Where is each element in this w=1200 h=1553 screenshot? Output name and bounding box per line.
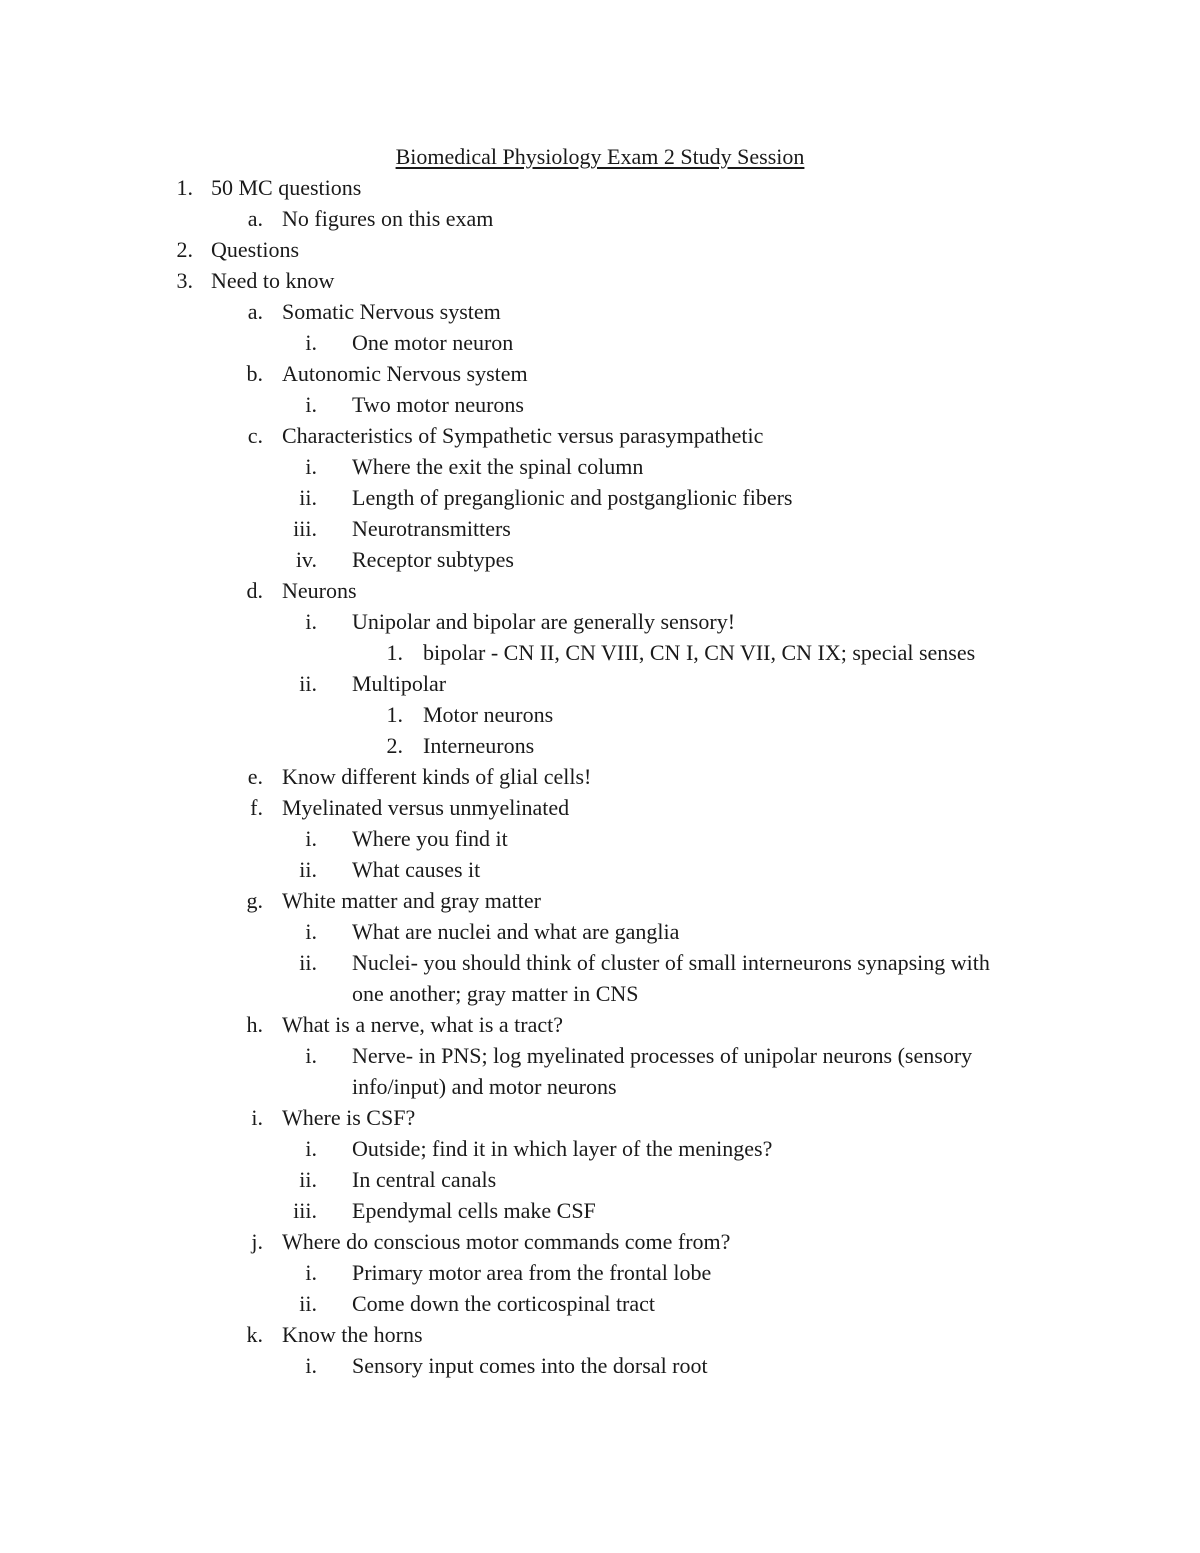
list-item-text: Nuclei- you should think of cluster of small interneurons synapsing with	[352, 950, 990, 975]
outline-item-level-2	[0, 1102, 1200, 1133]
list-item-text: One motor neuron	[352, 330, 514, 355]
list-item-text: Receptor subtypes	[352, 547, 514, 572]
outline-item-level-3	[0, 544, 1200, 575]
list-marker: 1.	[386, 640, 403, 665]
outline-item-level-2	[0, 1009, 1200, 1040]
list-item-text: Sensory input comes into the dorsal root	[352, 1353, 708, 1378]
list-marker: i.	[305, 1043, 317, 1068]
outline-item-level-2	[0, 296, 1200, 327]
list-item-text: Unipolar and bipolar are generally sensory!	[352, 609, 736, 634]
list-item-text: info/input) and motor neurons	[352, 1074, 617, 1099]
list-marker: i.	[305, 392, 317, 417]
list-marker: d.	[246, 578, 263, 603]
list-item-text: Primary motor area from the frontal lobe	[352, 1260, 712, 1285]
list-marker: b.	[246, 361, 263, 386]
list-marker: ii.	[299, 857, 317, 882]
list-item-text: Multipolar	[352, 671, 447, 696]
outline-item-level-3	[0, 1195, 1200, 1226]
outline-item-level-2	[0, 792, 1200, 823]
list-marker: i.	[305, 1260, 317, 1285]
outline-item-level-1	[0, 234, 1200, 265]
list-marker: i.	[305, 919, 317, 944]
outline-item-level-2	[0, 885, 1200, 916]
outline-item-level-3	[0, 916, 1200, 947]
list-item-text: one another; gray matter in CNS	[352, 981, 639, 1006]
list-item-text: Ependymal cells make CSF	[352, 1198, 596, 1223]
list-marker: ii.	[299, 950, 317, 975]
outline-item-level-2	[0, 420, 1200, 451]
list-marker: i.	[305, 1136, 317, 1161]
list-item-text: Somatic Nervous system	[282, 299, 501, 324]
list-marker: g.	[246, 888, 263, 913]
outline-item-level-3	[0, 823, 1200, 854]
list-item-text: Interneurons	[423, 733, 535, 758]
outline-item-level-3	[0, 513, 1200, 544]
outline-item-level-1	[0, 172, 1200, 203]
outline-item-level-3	[0, 1133, 1200, 1164]
outline-item-level-3	[0, 1071, 1200, 1102]
list-item-text: Need to know	[211, 268, 335, 293]
list-marker: iii.	[293, 516, 317, 541]
list-item-text: Outside; find it in which layer of the meninges?	[352, 1136, 773, 1161]
outline-item-level-3	[0, 1257, 1200, 1288]
outline-item-level-4	[0, 730, 1200, 761]
outline-item-level-3	[0, 1288, 1200, 1319]
list-marker: 1.	[386, 702, 403, 727]
list-marker: i.	[305, 609, 317, 634]
list-item-text: Where the exit the spinal column	[352, 454, 644, 479]
list-item-text: Nerve- in PNS; log myelinated processes of unipolar neurons (sensory	[352, 1043, 973, 1068]
list-item-text: bipolar - CN II, CN VIII, CN I, CN VII, CN IX; special senses	[423, 640, 976, 665]
list-marker: 2.	[386, 733, 403, 758]
outline-item-level-3	[0, 451, 1200, 482]
outline-item-level-1	[0, 265, 1200, 296]
list-marker: ii.	[299, 671, 317, 696]
list-item-text: What causes it	[352, 857, 481, 882]
outline-item-level-3	[0, 327, 1200, 358]
study-outline	[0, 172, 1200, 1381]
list-item-text: Know the horns	[282, 1322, 423, 1347]
list-marker: ii.	[299, 1291, 317, 1316]
outline-item-level-4	[0, 699, 1200, 730]
list-item-text: Autonomic Nervous system	[282, 361, 528, 386]
list-marker: i.	[305, 826, 317, 851]
list-item-text: Come down the corticospinal tract	[352, 1291, 656, 1316]
list-item-text: No figures on this exam	[282, 206, 494, 231]
list-marker: j.	[251, 1229, 263, 1254]
outline-item-level-3	[0, 947, 1200, 978]
outline-item-level-3	[0, 1040, 1200, 1071]
list-item-text: Neurons	[282, 578, 357, 603]
outline-item-level-3	[0, 1350, 1200, 1381]
list-marker: 3.	[176, 268, 193, 293]
outline-item-level-3	[0, 389, 1200, 420]
list-marker: e.	[247, 764, 263, 789]
list-item-text: 50 MC questions	[211, 175, 362, 200]
outline-item-level-3	[0, 978, 1200, 1009]
list-item-text: What is a nerve, what is a tract?	[282, 1012, 563, 1037]
list-marker: 1.	[176, 175, 193, 200]
list-marker: i.	[305, 1353, 317, 1378]
list-item-text: What are nuclei and what are ganglia	[352, 919, 680, 944]
outline-item-level-3	[0, 482, 1200, 513]
list-item-text: In central canals	[352, 1167, 497, 1192]
list-marker: iii.	[293, 1198, 317, 1223]
list-marker: k.	[246, 1322, 263, 1347]
list-item-text: Motor neurons	[423, 702, 554, 727]
list-item-text: Length of preganglionic and postganglionic fibers	[352, 485, 793, 510]
list-item-text: White matter and gray matter	[282, 888, 541, 913]
outline-item-level-2	[0, 575, 1200, 606]
list-item-text: Know different kinds of glial cells!	[282, 764, 592, 789]
list-marker: c.	[247, 423, 263, 448]
list-marker: i.	[305, 454, 317, 479]
outline-item-level-3	[0, 1164, 1200, 1195]
outline-item-level-4	[0, 637, 1200, 668]
outline-item-level-3	[0, 854, 1200, 885]
list-marker: a.	[247, 299, 263, 324]
outline-item-level-2	[0, 358, 1200, 389]
list-marker: ii.	[299, 485, 317, 510]
list-marker: iv.	[295, 547, 317, 572]
list-marker: i.	[251, 1105, 263, 1130]
list-marker: 2.	[176, 237, 193, 262]
outline-item-level-2	[0, 1319, 1200, 1350]
list-item-text: Where you find it	[352, 826, 508, 851]
outline-item-level-2	[0, 1226, 1200, 1257]
list-item-text: Questions	[211, 237, 299, 262]
document-title: Biomedical Physiology Exam 2 Study Session	[395, 144, 805, 169]
outline-item-level-3	[0, 606, 1200, 637]
list-marker: a.	[247, 206, 263, 231]
list-item-text: Myelinated versus unmyelinated	[282, 795, 570, 820]
list-marker: ii.	[299, 1167, 317, 1192]
outline-item-level-2	[0, 203, 1200, 234]
list-item-text: Characteristics of Sympathetic versus parasympathetic	[282, 423, 764, 448]
outline-item-level-3	[0, 668, 1200, 699]
list-item-text: Two motor neurons	[352, 392, 524, 417]
list-marker: f.	[250, 795, 263, 820]
list-item-text: Where is CSF?	[282, 1105, 416, 1130]
list-marker: h.	[246, 1012, 263, 1037]
list-item-text: Where do conscious motor commands come from?	[282, 1229, 731, 1254]
outline-item-level-2	[0, 761, 1200, 792]
list-marker: i.	[305, 330, 317, 355]
list-item-text: Neurotransmitters	[352, 516, 511, 541]
